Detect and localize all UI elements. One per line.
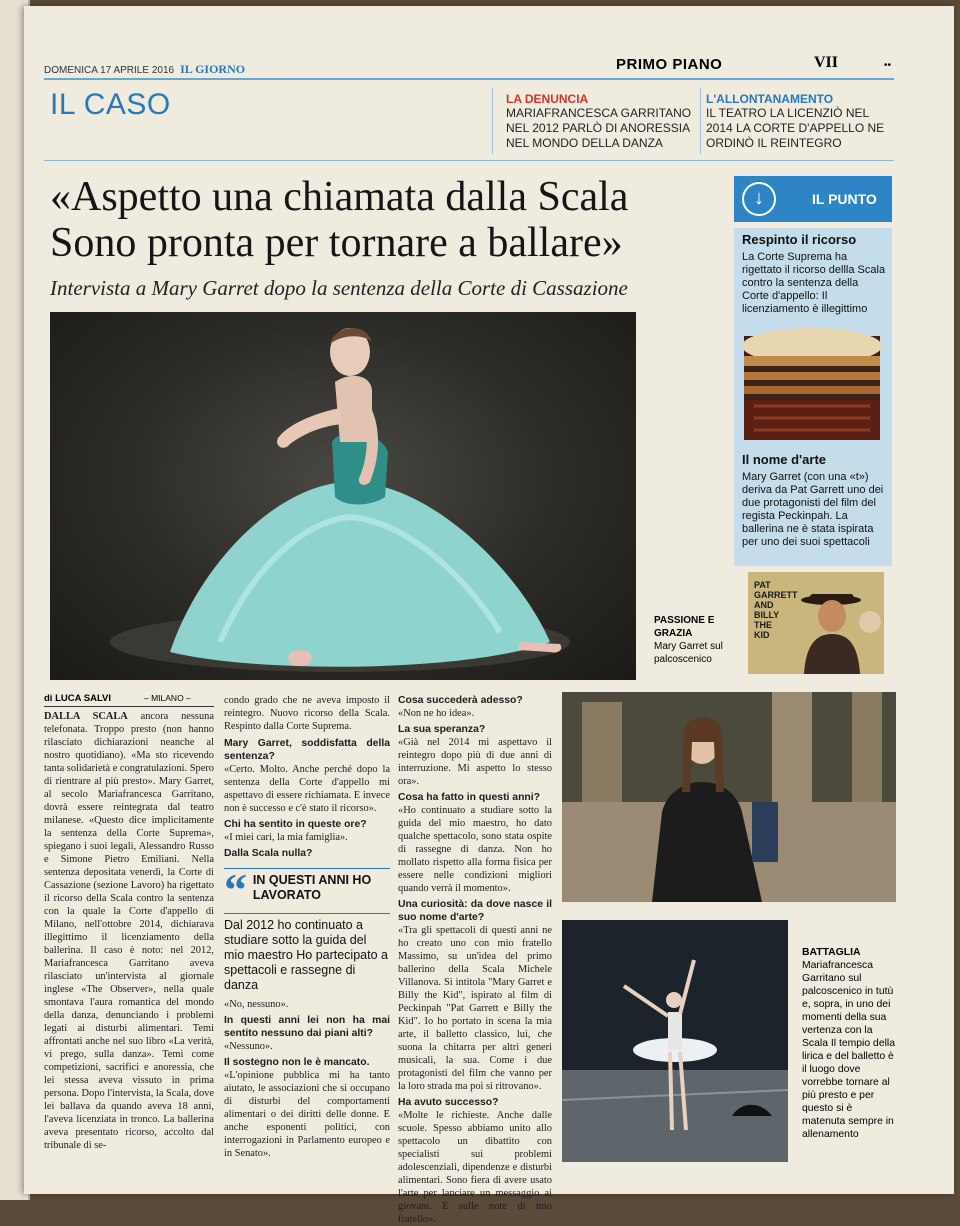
poster-word: THE	[754, 620, 772, 630]
box-divider	[700, 88, 701, 154]
interview-answer: «Certo. Molto. Anche perché dopo la sentenza della Corte d'appello mi aspettavo di essere richiamata. E invece non è successo e c'è stato il ricorso».	[224, 764, 390, 814]
subheadline: Intervista a Mary Garret dopo la sentenza della Corte di Cassazione	[50, 276, 628, 300]
stage-illustration	[562, 920, 788, 1162]
column-text: ancora nessuna telefonata. Troppo presto (non hanno rilasciato dichiarazioni neanche al nostro quotidiano). «Ma sto ricevendo tanta solidarietà e congratulazioni. Spero di rientrare al più presto». Mary Garret, al secolo Mariafrancesca Garritano, dovrà essere reintegrata dal teatro milanese. «Questo dice implicitamente la sentenza della Corte Suprema», spiegano i suoi legali, Alessandro Russo e Simone Pietro Emiliani. Nella sentenza depositata venerdì, la Corte di Cassazione (sezione Lavoro) ha rigettato il ricorso della Scala contro la sentenza con la quale la Corte d'appello di Milano, nell'ottobre 2014, dichiarava illegittimo il licenziamento della ballerina. Il caso è noto: nel 2012, Mariafrancesca Garritano aveva rilasciato un'intervista al giornale inglese «The Observer», nella quale smontava l'aura romantica del mondo della danza, denunciando i problemi legati ai disturbi alimentari. Temi affrontati anche nel suo libro «La verità, vi prego, sulla danza». Temi come competizioni, sacrifici e anoressia, che lei stessa aveva vissuto in prima persona. Dopo l'intervista, la Scala, dove lei ballava da quando aveva 18 anni, l'aveva licenziata in tronco. La ballerina aveva presentato ricorso, accolto dal tribunale di se-	[44, 711, 214, 1151]
caption-text: Mariafrancesca Garritano sul palcoscenico in tutù e, sopra, in uno dei momenti della sua vertenza con la Scala Il tempio della lirica e del balletto è il luogo dove vorrebbe tornare al più presto e per questo si è matenuta sempre in allenamento	[802, 960, 895, 1140]
newspaper-page	[24, 6, 954, 1225]
stage-caption	[802, 946, 898, 1141]
allontanamento-box	[706, 92, 896, 151]
allontanamento-title: L'ALLONTANAMENTO	[706, 92, 834, 106]
header-rule-lower	[44, 160, 894, 161]
interview-question: Una curiosità: da dove nasce il suo nome d'arte?	[398, 899, 552, 923]
arrow-down-icon: ↓	[742, 182, 776, 216]
interview-answer: «L'opinione pubblica mi ha tanto aiutato, le associazioni che si occupano di disturbi del comportamenti alimentari o dei diritti delle donne. E anche esponenti politici, con interrogazioni in Parlamento europeo e in Senato».	[224, 1070, 390, 1159]
interview-question: Mary Garret, soddisfatta della sentenza?	[224, 738, 390, 762]
headline-line-1: «Aspetto una chiamata dalla Scala	[50, 174, 629, 220]
denuncia-box	[506, 92, 696, 151]
paper-name: IL GIORNO	[180, 62, 246, 76]
interview-answer: «Molte le richieste. Anche dalle scuole. Spesso abbiamo unito allo spettacolo un dibattito con specialisti sui problemi adolescenziali, dipendenze e disturbi alimentari. Sono fiera di avere usato l'arte per lanciare un messaggio ai giovani. E sulle note di mio fratello».	[398, 1110, 552, 1225]
sidebar-item-text: Mary Garret (con una «t») deriva da Pat Garrett uno dei due protagonisti del film del regista Peckinpah. La ballerina ne è stata ispirata per uno dei suoi spettacoli	[742, 471, 884, 548]
headline-line-2: Sono pronta per tornare a ballare»	[50, 220, 623, 266]
poster-figure	[796, 578, 884, 674]
poster-word: PAT	[754, 580, 771, 590]
column-1	[44, 710, 214, 1152]
interview-question: La sua speranza?	[398, 724, 486, 735]
interview-question: Il sostegno non le è mancato.	[224, 1057, 370, 1068]
headline	[50, 174, 730, 266]
lead-word: DALLA SCALA	[44, 711, 128, 722]
rubric-title: IL CASO	[50, 88, 171, 121]
film-poster	[748, 572, 884, 674]
caption-title: BATTAGLIA	[802, 947, 861, 958]
header-rule	[44, 78, 894, 80]
poster-word: AND	[754, 600, 774, 610]
interview-question: In questi anni lei non ha mai sentito nessuno dai piani alti?	[224, 1015, 390, 1039]
interview-answer: «Nessuno».	[224, 1041, 273, 1052]
caption-title: PASSIONE E GRAZIA	[654, 615, 715, 639]
interview-question: Ha avuto successo?	[398, 1097, 499, 1108]
poster-word: GARRETT	[754, 590, 798, 600]
sidebar-item-title: Respinto il ricorso	[742, 232, 857, 247]
interview-answer: «Già nel 2014 mi aspettavo il reintegro dopo più di due anni di interruzione. Mi aspetto lo stesso ora».	[398, 737, 552, 787]
denuncia-title: LA DENUNCIA	[506, 92, 589, 106]
interview-question: Cosa succederà adesso?	[398, 695, 523, 706]
column-2	[224, 694, 390, 860]
column-text: condo grado che ne aveva imposto il reintegro. Nuovo ricorso della Scala. Respinto dalla Corte Suprema.	[224, 695, 390, 732]
sidebar-title: IL PUNTO	[812, 191, 877, 207]
photo-caption	[654, 614, 734, 666]
page-dots: ••	[884, 60, 892, 71]
interview-answer: «No, nessuno».	[224, 999, 289, 1010]
theatre-illustration	[744, 336, 880, 440]
sidebar-item-text: La Corte Suprema ha rigettato il ricorso dellla Scala contro la sentenza della Corte d'appello: Il licenziamento è illegittimo	[742, 251, 886, 315]
column-3	[398, 694, 552, 1226]
stage-photo	[562, 920, 788, 1162]
cloister-illustration	[562, 692, 896, 902]
poster-title	[754, 580, 798, 640]
column-2-bottom	[224, 998, 390, 1160]
interview-question: Cosa ha fatto in questi anni?	[398, 792, 541, 803]
denuncia-text: MARIAFRANCESCA GARRITANO NEL 2012 PARLÒ DI ANORESSIA NEL MONDO DELLA DANZA	[506, 106, 692, 150]
interview-answer: «Non ne ho idea».	[398, 708, 475, 719]
box-divider	[492, 88, 493, 154]
author: di LUCA SALVI	[44, 693, 112, 704]
section-name: PRIMO PIANO	[616, 56, 723, 73]
date-line	[44, 62, 245, 77]
interview-answer: «Tra gli spettacoli di questi anni ne ho creato uno con mio fratello Massimo, su un'idea del primo ballerino della Scala Michele Villanova. Si intitola "Mary Garret e Billy the Kid", ispirato al film di Peckinpah "Pat Garrett e Billy the Kid". Io ho portato in scena la mia arte, il balletto classico, lui, che suona la chitarra per altri generi musicali, la sua. Come i due protagonisti del film che vanno per la loro strada ma poi si ritrovano».	[398, 925, 552, 1092]
pull-quote	[224, 864, 390, 993]
page-number: VII	[814, 54, 839, 71]
caption-text: Mary Garret sul palcoscenico	[654, 641, 723, 665]
interview-question: Dalla Scala nulla?	[224, 848, 313, 859]
cloister-photo	[562, 692, 896, 902]
byline	[44, 693, 111, 704]
interview-question: Chi ha sentito in queste ore?	[224, 819, 367, 830]
dateline: – MILANO –	[144, 693, 191, 703]
interview-answer: «I miei cari, la mia famiglia».	[224, 832, 348, 843]
quote-body: Dal 2012 ho continuato a studiare sotto la guida del mio maestro Ho partecipato a spettacoli e rassegne di danza	[224, 913, 390, 993]
allontanamento-text: IL TEATRO LA LICENZIÒ NEL 2014 LA CORTE D'APPELLO NE ORDINÒ IL REINTEGRO	[706, 106, 885, 150]
quote-mark-icon: “	[224, 864, 247, 915]
issue-date: DOMENICA 17 APRILE 2016	[44, 65, 175, 76]
quote-head: IN QUESTI ANNI HO LAVORATO	[252, 873, 372, 902]
theatre-photo	[744, 336, 880, 440]
sidebar-item-title: Il nome d'arte	[742, 452, 826, 467]
byline-rule	[44, 706, 214, 707]
ballerina-illustration	[50, 312, 636, 680]
poster-word: BILLY	[754, 610, 780, 620]
ballerina-photo	[50, 312, 636, 680]
interview-answer: «Ho continuato a studiare sotto la guida del mio maestro, ho dato qualche spettacolo, sono stata ospite di rassegne di danza. Non ho mollato rispetto alla forma fisica per essere nelle condizioni migliori quando verrà il momento».	[398, 805, 552, 894]
poster-word: KID	[754, 630, 770, 640]
